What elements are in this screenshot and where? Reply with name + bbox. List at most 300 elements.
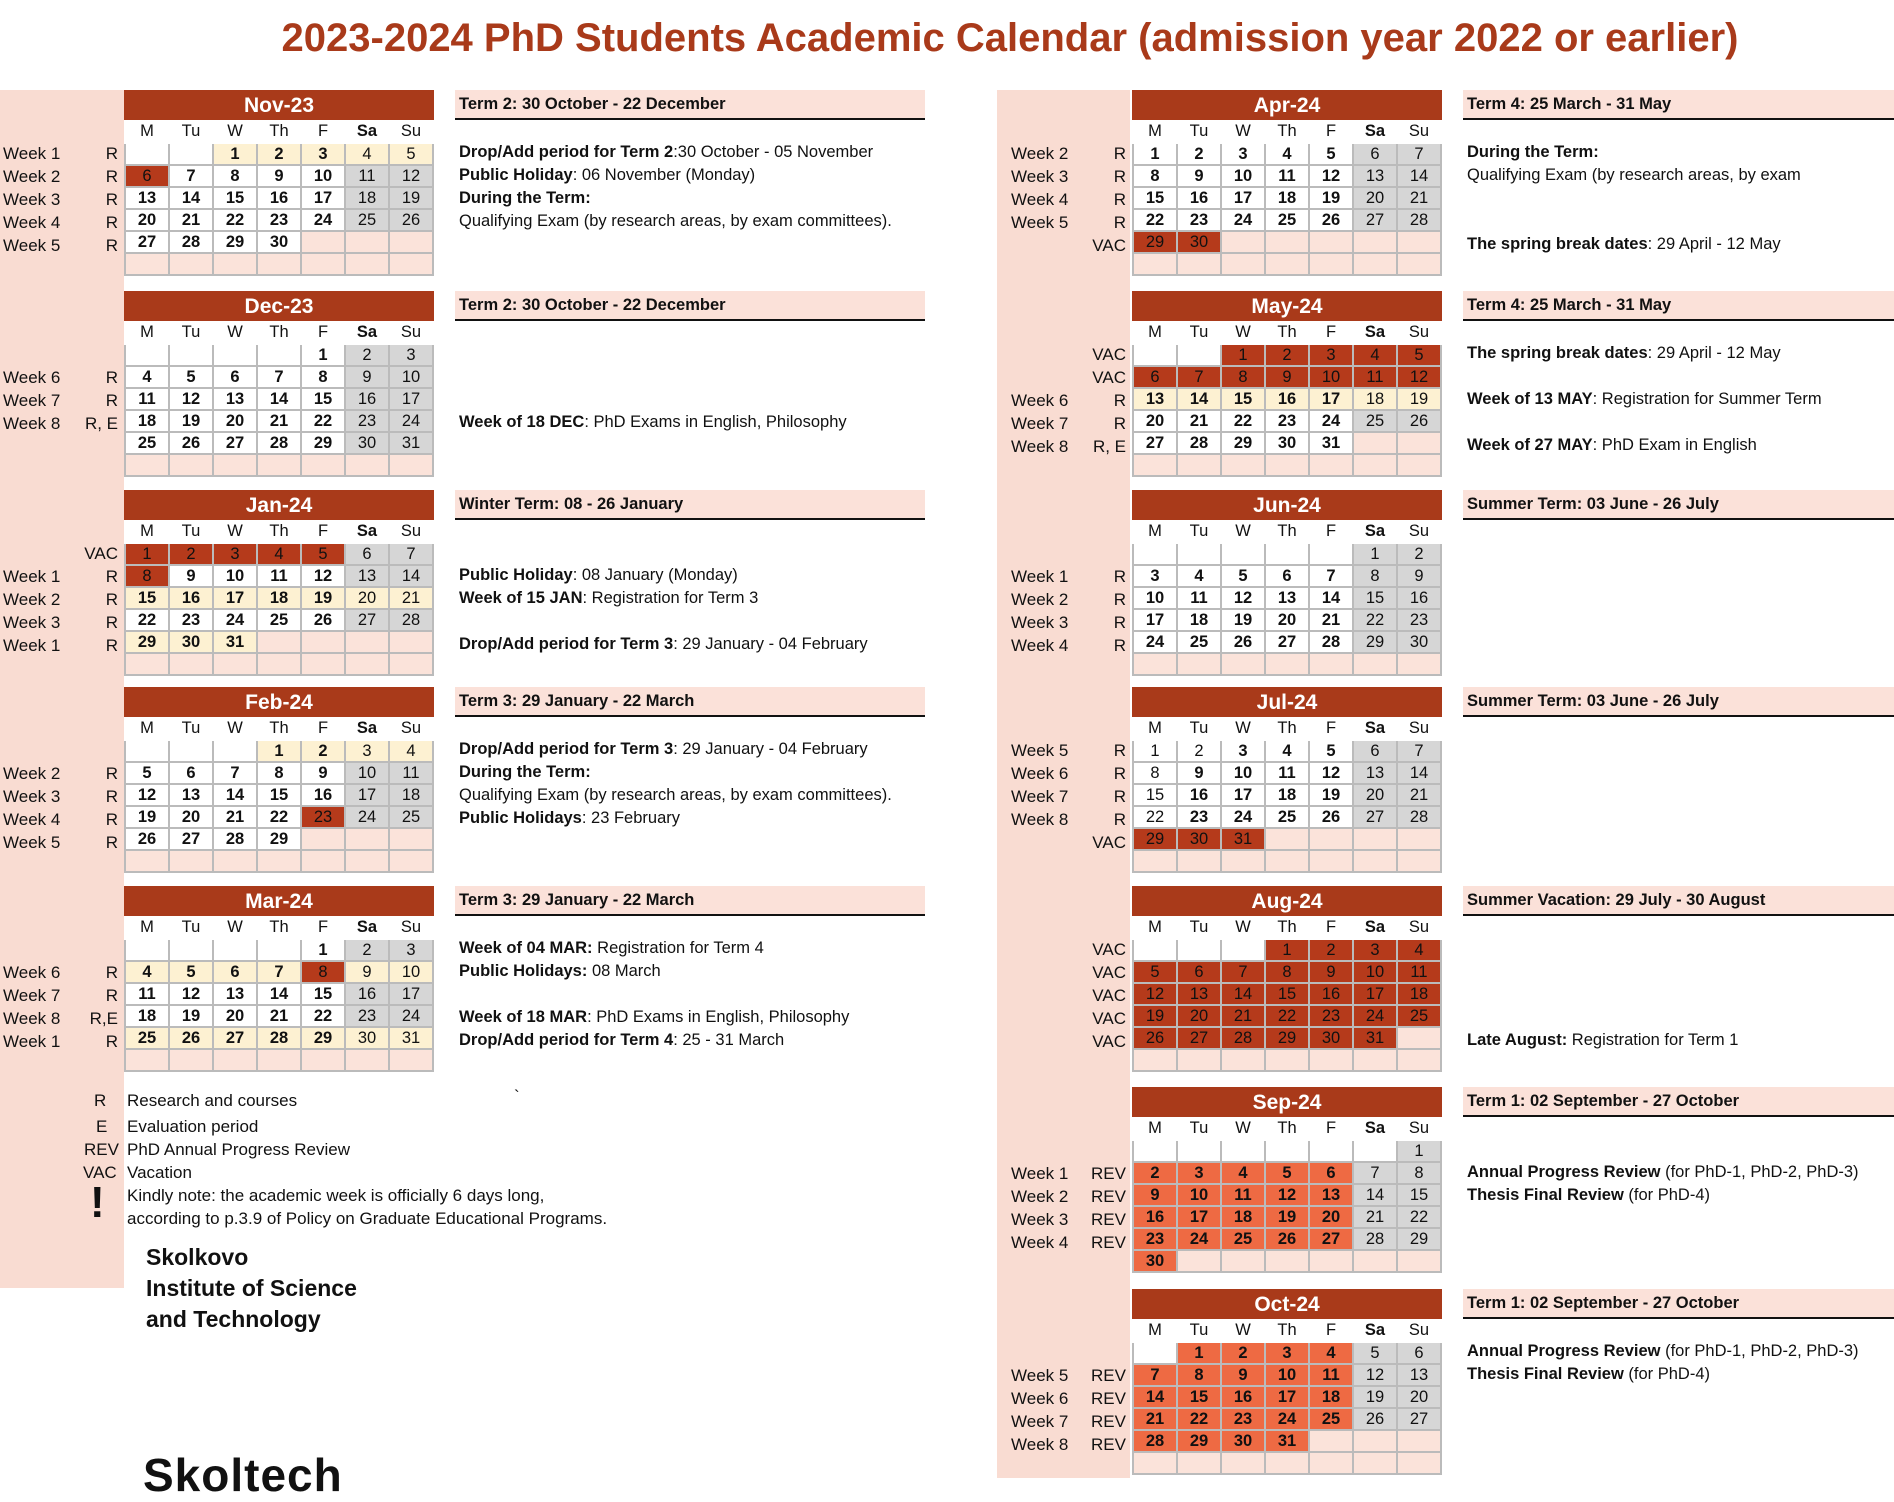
day-cell: 1 — [1133, 143, 1177, 165]
day-cell — [389, 231, 433, 253]
day-cell — [1177, 344, 1221, 366]
term-note-bold: During the Term: — [459, 763, 591, 781]
day-cell: 21 — [1221, 1005, 1265, 1027]
day-header: Su — [389, 915, 433, 939]
day-cell: 19 — [389, 187, 433, 209]
period-code: R — [1113, 764, 1126, 783]
day-cell — [1397, 1452, 1441, 1474]
day-cell: 17 — [1133, 609, 1177, 631]
day-cell — [1309, 1250, 1353, 1272]
day-cell: 13 — [1309, 1184, 1353, 1206]
day-header: Su — [389, 320, 433, 344]
day-cell — [389, 653, 433, 675]
day-cell: 19 — [169, 1005, 213, 1027]
day-cell: 22 — [1353, 609, 1397, 631]
day-cell — [389, 631, 433, 653]
term-note-bold: During the Term: — [459, 189, 591, 207]
day-cell: 28 — [389, 609, 433, 631]
period-code: REV — [1091, 1412, 1126, 1431]
day-cell: 21 — [389, 587, 433, 609]
day-header: M — [1133, 119, 1177, 143]
day-cell — [301, 454, 345, 476]
week-label: Week 3 — [1011, 1210, 1069, 1229]
term-note — [1463, 164, 1894, 187]
term-note-bold: Drop/Add period for Term 2 — [459, 143, 674, 161]
term-note — [1463, 256, 1894, 279]
day-cell — [1353, 1452, 1397, 1474]
day-cell: 24 — [1177, 1228, 1221, 1250]
term-note-text: Qualifying Exam (by research areas, by exam — [1467, 166, 1801, 184]
day-cell: 19 — [125, 806, 169, 828]
term-note-bold: Week of 15 JAN — [459, 589, 583, 607]
term-note — [1463, 342, 1894, 365]
day-cell: 2 — [1133, 1162, 1177, 1184]
week-label: Week 7 — [3, 391, 61, 410]
day-cell — [1353, 653, 1397, 675]
day-cell: 3 — [1177, 1162, 1221, 1184]
term-note-text: : 29 January - 04 February — [673, 740, 868, 758]
term-note — [1463, 807, 1894, 830]
day-cell: 2 — [301, 740, 345, 762]
term-note — [1463, 1138, 1894, 1161]
day-cell — [125, 1049, 169, 1071]
day-cell: 27 — [169, 828, 213, 850]
day-cell: 31 — [389, 432, 433, 454]
period-code: REV — [1091, 1233, 1126, 1252]
day-cell: 19 — [1309, 784, 1353, 806]
period-code: REV — [1091, 1187, 1126, 1206]
day-cell: 1 — [1397, 1140, 1441, 1162]
day-cell — [213, 653, 257, 675]
day-cell: 22 — [1265, 1005, 1309, 1027]
day-cell: 30 — [1177, 231, 1221, 253]
period-code: VAC — [1092, 1009, 1126, 1028]
day-cell — [1265, 253, 1309, 275]
day-header: F — [1309, 1116, 1353, 1140]
period-code: R — [105, 567, 118, 586]
day-cell: 21 — [1177, 410, 1221, 432]
day-cell — [1177, 1452, 1221, 1474]
day-cell: 31 — [213, 631, 257, 653]
day-cell: 22 — [301, 1005, 345, 1027]
day-header: Su — [1397, 1116, 1441, 1140]
day-cell: 14 — [213, 784, 257, 806]
day-cell: 3 — [1133, 565, 1177, 587]
day-cell: 9 — [345, 366, 389, 388]
day-cell: 29 — [1221, 432, 1265, 454]
term-note-bold: Thesis Final Review — [1467, 1365, 1624, 1383]
day-cell: 15 — [213, 187, 257, 209]
day-cell: 16 — [1221, 1386, 1265, 1408]
day-cell: 14 — [1397, 762, 1441, 784]
day-cell: 10 — [1309, 366, 1353, 388]
term-note — [1463, 1006, 1894, 1029]
day-cell — [1397, 1250, 1441, 1272]
day-cell: 10 — [1221, 762, 1265, 784]
day-cell: 30 — [1309, 1027, 1353, 1049]
day-cell: 25 — [125, 432, 169, 454]
day-cell: 10 — [1177, 1184, 1221, 1206]
day-header: W — [213, 320, 257, 344]
day-cell: 12 — [1397, 366, 1441, 388]
term-note-bold: Drop/Add period for Term 3 — [459, 740, 674, 758]
day-cell: 27 — [213, 432, 257, 454]
day-cell: 11 — [1309, 1364, 1353, 1386]
month-title: May-24 — [1133, 292, 1441, 320]
day-header: F — [301, 915, 345, 939]
day-cell: 1 — [301, 344, 345, 366]
day-cell: 9 — [1309, 961, 1353, 983]
day-header: Th — [257, 716, 301, 740]
day-cell: 30 — [345, 1027, 389, 1049]
period-code: R — [105, 190, 118, 209]
day-cell: 28 — [169, 231, 213, 253]
day-cell: 21 — [1397, 187, 1441, 209]
day-cell: 25 — [125, 1027, 169, 1049]
day-cell: 30 — [1397, 631, 1441, 653]
day-cell — [125, 653, 169, 675]
period-code: R — [1113, 590, 1126, 609]
day-cell — [389, 828, 433, 850]
day-cell: 12 — [389, 165, 433, 187]
day-cell: 10 — [1265, 1364, 1309, 1386]
day-cell: 10 — [389, 366, 433, 388]
day-header: Th — [257, 915, 301, 939]
day-cell: 2 — [1177, 740, 1221, 762]
term-note-bold: Week of 27 MAY — [1467, 436, 1593, 454]
term-info — [455, 90, 925, 279]
day-cell: 19 — [1397, 388, 1441, 410]
day-cell: 6 — [125, 165, 169, 187]
day-cell: 27 — [1353, 806, 1397, 828]
period-code: R — [105, 764, 118, 783]
month-feb — [124, 687, 434, 873]
day-cell: 13 — [169, 784, 213, 806]
day-cell: 11 — [1177, 587, 1221, 609]
day-cell: 29 — [213, 231, 257, 253]
week-label: Week 5 — [1011, 1366, 1069, 1385]
period-code: R, E — [1092, 437, 1126, 456]
week-label: Week 7 — [3, 986, 61, 1005]
week-label: Week 8 — [1011, 437, 1069, 456]
day-cell — [1353, 253, 1397, 275]
term-note — [455, 434, 925, 457]
day-cell: 23 — [1177, 209, 1221, 231]
day-cell: 27 — [1353, 209, 1397, 231]
legend-code-vac: VAC — [83, 1163, 117, 1182]
day-cell: 14 — [1397, 165, 1441, 187]
day-cell: 26 — [1133, 1027, 1177, 1049]
day-cell: 23 — [1397, 609, 1441, 631]
day-cell: 26 — [125, 828, 169, 850]
period-code: REV — [1091, 1435, 1126, 1454]
day-cell: 29 — [125, 631, 169, 653]
day-cell: 25 — [1221, 1228, 1265, 1250]
day-cell: 7 — [1133, 1364, 1177, 1386]
week-label: Week 3 — [1011, 167, 1069, 186]
day-cell: 29 — [301, 432, 345, 454]
day-cell — [1221, 231, 1265, 253]
week-label: Week 7 — [1011, 787, 1069, 806]
day-cell: 29 — [301, 1027, 345, 1049]
term-note-text: : 25 - 31 March — [673, 1031, 785, 1049]
day-cell — [257, 253, 301, 275]
day-cell: 29 — [1397, 1228, 1441, 1250]
day-cell: 24 — [1221, 209, 1265, 231]
day-cell — [1221, 1452, 1265, 1474]
day-cell: 5 — [169, 961, 213, 983]
term-note — [1463, 434, 1894, 457]
term-info — [455, 490, 925, 679]
day-header: Su — [1397, 119, 1441, 143]
day-cell: 11 — [125, 388, 169, 410]
term-note — [455, 541, 925, 564]
day-header: Su — [1397, 320, 1441, 344]
day-cell: 26 — [389, 209, 433, 231]
day-cell: 15 — [1133, 187, 1177, 209]
day-cell: 9 — [257, 165, 301, 187]
day-header: Sa — [345, 716, 389, 740]
day-header: W — [213, 519, 257, 543]
term-info — [1463, 1087, 1894, 1276]
day-cell: 24 — [389, 410, 433, 432]
term-note — [1463, 1432, 1894, 1455]
term-note-text: : Registration for Term 3 — [582, 589, 759, 607]
week-label: Week 7 — [1011, 1412, 1069, 1431]
week-label: Week 6 — [1011, 764, 1069, 783]
month-aug — [1132, 886, 1442, 1072]
day-cell: 25 — [1353, 410, 1397, 432]
day-cell: 11 — [1265, 165, 1309, 187]
day-cell: 16 — [169, 587, 213, 609]
day-cell: 1 — [1221, 344, 1265, 366]
month-title: Mar-24 — [125, 887, 433, 915]
week-label: Week 4 — [3, 213, 61, 232]
term-note — [1463, 1052, 1894, 1075]
day-header: Sa — [1353, 119, 1397, 143]
day-cell: 20 — [1309, 1206, 1353, 1228]
day-cell — [213, 253, 257, 275]
day-header: Th — [1265, 1116, 1309, 1140]
term-note — [1463, 1029, 1894, 1052]
month-title: Feb-24 — [125, 688, 433, 716]
day-header: Tu — [1177, 1318, 1221, 1342]
day-cell: 3 — [345, 740, 389, 762]
day-cell: 21 — [213, 806, 257, 828]
day-cell: 24 — [1221, 806, 1265, 828]
day-cell: 2 — [1265, 344, 1309, 366]
day-cell — [1221, 1140, 1265, 1162]
term-note — [455, 761, 925, 784]
day-cell: 17 — [1221, 187, 1265, 209]
day-cell: 17 — [1177, 1206, 1221, 1228]
day-cell — [301, 631, 345, 653]
day-cell: 3 — [1221, 143, 1265, 165]
day-cell — [1177, 543, 1221, 565]
day-cell — [1353, 828, 1397, 850]
day-cell: 9 — [1265, 366, 1309, 388]
day-header: W — [213, 716, 257, 740]
institute-name-line3: and Technology — [146, 1306, 321, 1332]
day-cell — [169, 653, 213, 675]
day-cell: 6 — [1353, 143, 1397, 165]
day-cell — [125, 740, 169, 762]
day-cell — [389, 850, 433, 872]
week-label: Week 5 — [1011, 213, 1069, 232]
day-header: M — [1133, 716, 1177, 740]
legend-code-r: R — [94, 1091, 107, 1110]
day-cell: 6 — [1133, 366, 1177, 388]
term-note — [455, 738, 925, 761]
term-note — [455, 388, 925, 411]
period-code: R — [1113, 613, 1126, 632]
term-note-bold: Public Holidays — [459, 809, 582, 827]
term-info — [1463, 687, 1894, 876]
day-cell: 26 — [169, 432, 213, 454]
day-cell: 31 — [1265, 1430, 1309, 1452]
stray-tick: ` — [514, 1087, 520, 1106]
week-label: Week 2 — [1011, 1187, 1069, 1206]
day-cell: 5 — [389, 143, 433, 165]
day-cell: 13 — [1265, 587, 1309, 609]
term-note-text: : 06 November (Monday) — [572, 166, 756, 184]
term-note-text: : PhD Exams in English, Philosophy — [587, 1008, 850, 1026]
day-header: Tu — [169, 716, 213, 740]
day-header: Sa — [345, 320, 389, 344]
day-header: F — [1309, 915, 1353, 939]
day-cell: 18 — [1397, 983, 1441, 1005]
day-header: F — [1309, 716, 1353, 740]
day-cell: 27 — [1177, 1027, 1221, 1049]
day-cell: 10 — [1133, 587, 1177, 609]
day-cell: 9 — [1133, 1184, 1177, 1206]
term-info — [455, 886, 925, 1075]
day-header: F — [301, 320, 345, 344]
day-cell: 7 — [1177, 366, 1221, 388]
term-note — [455, 656, 925, 679]
day-header: W — [1221, 716, 1265, 740]
term-note — [455, 1006, 925, 1029]
term-note — [455, 411, 925, 434]
day-header: M — [1133, 519, 1177, 543]
period-code: R — [1113, 167, 1126, 186]
period-code: R — [105, 368, 118, 387]
term-note-text: : 29 January - 04 February — [673, 635, 868, 653]
day-cell: 13 — [1353, 762, 1397, 784]
day-cell: 25 — [1309, 1408, 1353, 1430]
day-cell: 18 — [125, 1005, 169, 1027]
day-cell: 24 — [1133, 631, 1177, 653]
day-cell — [1133, 1140, 1177, 1162]
week-label: Week 1 — [3, 567, 61, 586]
term-note-text: : 08 January (Monday) — [572, 566, 738, 584]
day-cell: 16 — [1177, 784, 1221, 806]
day-cell — [1309, 850, 1353, 872]
day-cell: 11 — [1397, 961, 1441, 983]
term-note — [455, 937, 925, 960]
day-cell — [1133, 653, 1177, 675]
term-note — [1463, 1230, 1894, 1253]
day-cell: 5 — [125, 762, 169, 784]
term-note — [1463, 210, 1894, 233]
day-header: F — [1309, 119, 1353, 143]
day-cell — [257, 344, 301, 366]
period-code: VAC — [1092, 963, 1126, 982]
day-header: F — [1309, 320, 1353, 344]
day-cell: 3 — [1353, 939, 1397, 961]
term-note — [455, 141, 925, 164]
term-note — [1463, 1409, 1894, 1432]
day-header: F — [301, 519, 345, 543]
day-header: Sa — [1353, 320, 1397, 344]
day-cell: 17 — [1265, 1386, 1309, 1408]
day-header: M — [125, 716, 169, 740]
day-cell: 24 — [301, 209, 345, 231]
day-cell — [125, 253, 169, 275]
day-cell: 30 — [1265, 432, 1309, 454]
day-cell — [301, 253, 345, 275]
day-cell: 24 — [1309, 410, 1353, 432]
day-cell: 12 — [1221, 587, 1265, 609]
term-note-bold: Public Holiday — [459, 166, 573, 184]
day-header: Tu — [1177, 915, 1221, 939]
day-cell: 2 — [345, 939, 389, 961]
day-cell: 22 — [1397, 1206, 1441, 1228]
day-cell: 31 — [1221, 828, 1265, 850]
week-label: Week 7 — [1011, 414, 1069, 433]
period-code: R, E — [84, 414, 118, 433]
term-note-bold: Drop/Add period for Term 4 — [459, 1031, 674, 1049]
day-cell: 11 — [1265, 762, 1309, 784]
day-header: Tu — [1177, 519, 1221, 543]
day-header: Sa — [1353, 716, 1397, 740]
day-cell — [1221, 653, 1265, 675]
day-cell — [125, 850, 169, 872]
day-cell: 12 — [1309, 165, 1353, 187]
day-cell: 15 — [301, 388, 345, 410]
day-cell: 17 — [1221, 784, 1265, 806]
day-cell: 23 — [1221, 1408, 1265, 1430]
day-cell — [1265, 828, 1309, 850]
term-note — [1463, 1207, 1894, 1230]
week-label: Week 5 — [3, 833, 61, 852]
day-cell: 6 — [1265, 565, 1309, 587]
term-header: Summer Term: 03 June - 26 July — [1463, 490, 1894, 520]
term-note — [455, 365, 925, 388]
day-cell: 20 — [1397, 1386, 1441, 1408]
period-code: REV — [1091, 1164, 1126, 1183]
day-header: Sa — [1353, 1318, 1397, 1342]
day-cell: 17 — [213, 587, 257, 609]
day-cell: 18 — [1265, 784, 1309, 806]
month-sep — [1132, 1087, 1442, 1273]
day-cell: 13 — [1397, 1364, 1441, 1386]
day-cell: 13 — [345, 565, 389, 587]
day-cell — [1353, 454, 1397, 476]
term-note-text: (for PhD-1, PhD-2, PhD-3) — [1660, 1342, 1859, 1360]
day-cell: 31 — [1309, 432, 1353, 454]
period-code: REV — [1091, 1366, 1126, 1385]
day-cell: 2 — [1177, 143, 1221, 165]
day-header: Tu — [169, 915, 213, 939]
week-label: Week 4 — [1011, 190, 1069, 209]
day-cell: 6 — [1309, 1162, 1353, 1184]
week-label: Week 3 — [1011, 613, 1069, 632]
period-code: R — [105, 236, 118, 255]
day-cell — [213, 939, 257, 961]
day-cell: 27 — [213, 1027, 257, 1049]
day-cell: 9 — [345, 961, 389, 983]
